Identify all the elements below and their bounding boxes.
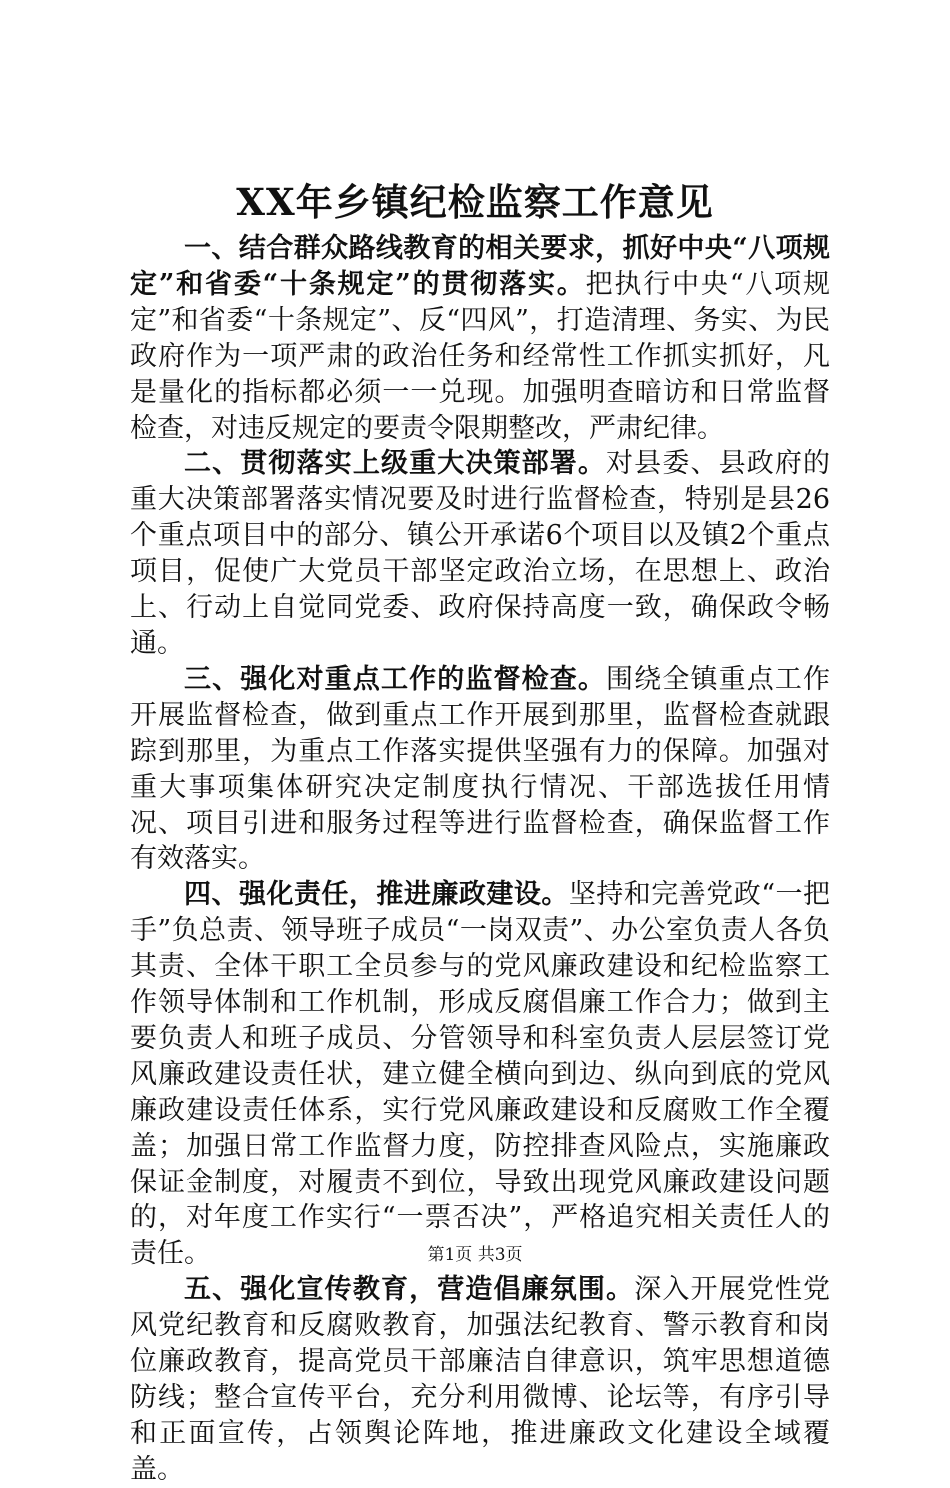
paragraph-4-text: 坚持和完善党政“一把手”负总责、领导班子成员“一岗双责”、办公室负责人各负其责、全体干职工全员参与的党风廉政建设和纪检监察工作领导体制和工作机制，形成反腐倡廉工作合力；做到主要负责人和班子成员、分管领导和科室负责人层层签订党风廉政建设责任状，建立健全横向到边、纵向到底的党风廉政建设责任体系，实行党风廉政建设和反腐败工作全覆盖；加强日常工作监督力度，防控排查风险点，实施廉政保证金制度，对履责不到位，导致出现党风廉政建设问题的，对年度工作实行“一票否决”，严格追究相关责任人的责任。: [130, 879, 830, 1270]
paragraph-4: [130, 877, 830, 1272]
document-title: XX年乡镇纪检监察工作意见: [236, 180, 714, 224]
paragraph-5-text: 深入开展党性党风党纪教育和反腐败教育，加强法纪教育、警示教育和岗位廉政教育，提高党员干部廉洁自律意识，筑牢思想道德防线；整合宣传平台，充分利用微博、论坛等，有序引导和正面宣传，占领舆论阵地，推进廉政文化建设全域覆盖。: [130, 1274, 831, 1485]
paragraph-1-heading: 一、结合群众路线教育的相关要求，抓好中央“八项规定”和省委“十条规定”的贯彻落实。: [130, 233, 830, 300]
page-footer: 第1页 共3页: [427, 1245, 523, 1265]
document-body: [130, 231, 830, 1488]
paragraph-4-heading: 四、强化责任，推进廉政建设。: [184, 879, 569, 911]
paragraph-5-heading: 五、强化宣传教育，营造倡廉氛围。: [184, 1274, 635, 1306]
paragraph-2: [130, 446, 830, 661]
paragraph-1-text: 把执行中央“八项规定”和省委“十条规定”、反“四风”，打造清理、务实、为民政府作为一项严肃的政治任务和经常性工作抓实抓好，凡是量化的指标都必须一一兑现。加强明查暗访和日常监督检查，对违反规定的要责令限期整改，严肃纪律。: [130, 268, 831, 444]
paragraph-3-text: 围绕全镇重点工作开展监督检查，做到重点工作开展到那里，监督检查就跟踪到那里，为重点工作落实提供坚强有力的保障。加强对重大事项集体研究决定制度执行情况、干部选拔任用情况、项目引进和服务过程等进行监督检查，确保监督工作有效落实。: [130, 663, 831, 875]
paragraph-3: [130, 662, 830, 877]
paragraph-2-heading: 二、贯彻落实上级重大决策部署。: [184, 448, 607, 480]
paragraph-5: [130, 1272, 830, 1487]
paragraph-3-heading: 三、强化对重点工作的监督检查。: [184, 663, 607, 695]
paragraph-1: [130, 231, 830, 446]
paragraph-2-text: 对县委、县政府的重大决策部署落实情况要及时进行监督检查，特别是县26个重点项目中的部分、镇公开承诺6个项目以及镇2个重点项目，促使广大党员干部坚定政治立场，在思想上、政治上、行动上自觉同党委、政府保持高度一致，确保政令畅通。: [130, 448, 831, 659]
